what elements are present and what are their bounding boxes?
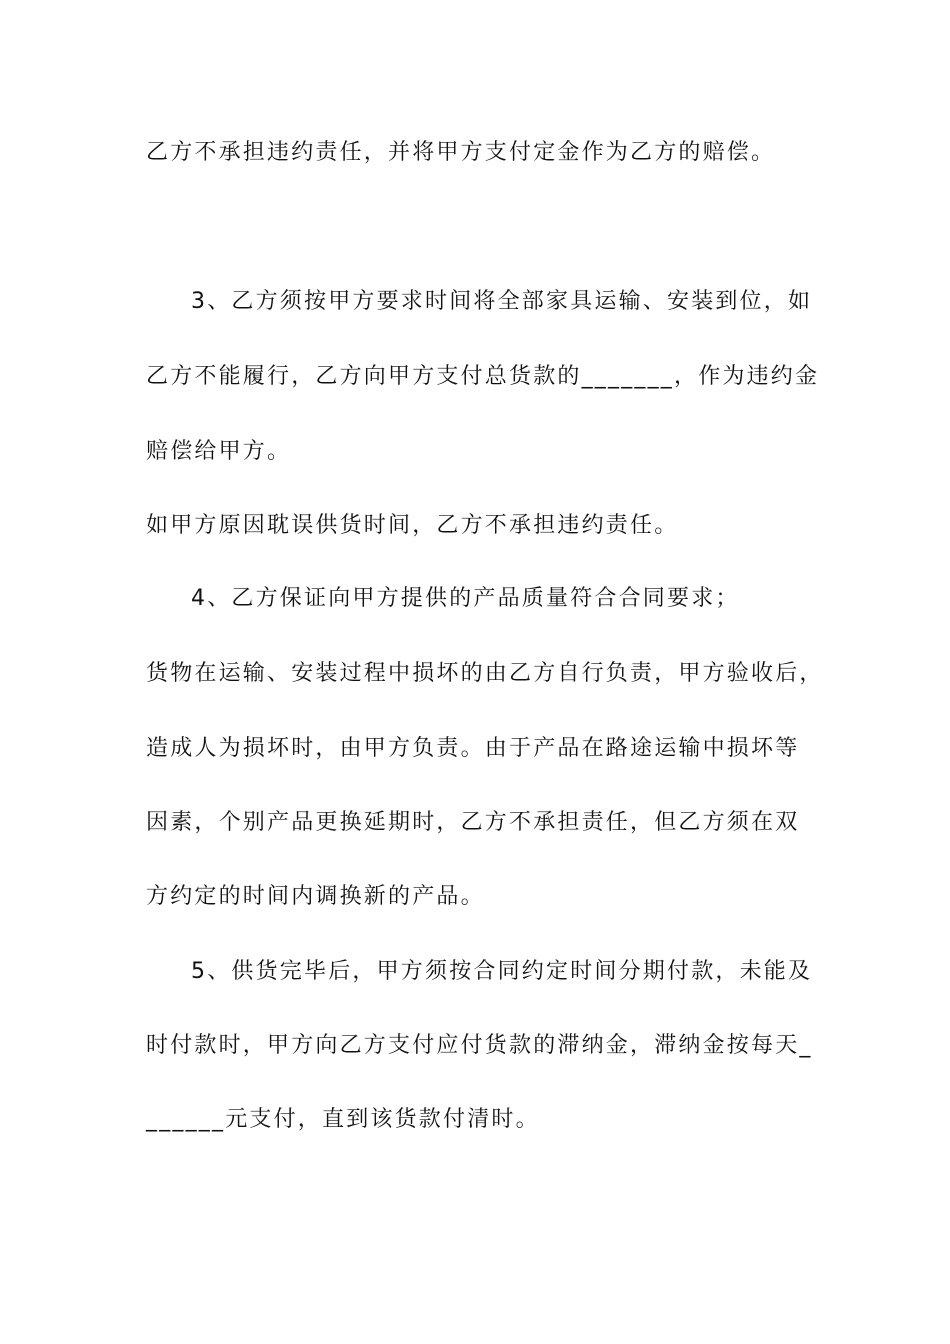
clause-3-line: 3、乙方须按甲方要求时间将全部家具运输、安装到位，如 [191, 289, 813, 314]
text-line: 赔偿给甲方。 [146, 439, 292, 464]
text-line: 时付款时，甲方向乙方支付应付货款的滞纳金，滞纳金按每天_ [146, 1033, 813, 1058]
text-line: 货物在运输、安装过程中损坏的由乙方自行负责，甲方验收后， [146, 661, 824, 686]
text-line: 造成人为损坏时，由甲方负责。由于产品在路途运输中损坏等 [146, 736, 800, 761]
text-line: 因素，个别产品更换延期时，乙方不承担责任，但乙方须在双 [146, 810, 800, 835]
clause-5-line: 5、供货完毕后，甲方须按合同约定时间分期付款，未能及 [191, 959, 813, 984]
text-line: 乙方不能履行，乙方向甲方支付总货款的_______，作为违约金 [146, 364, 820, 389]
text-line: 乙方不承担违约责任，并将甲方支付定金作为乙方的赔偿。 [146, 140, 776, 165]
text-line: ______元支付，直到该货款付清时。 [146, 1107, 540, 1132]
text-line: 方约定的时间内调换新的产品。 [146, 884, 485, 909]
text-line: 如甲方原因耽误供货时间，乙方不承担违约责任。 [146, 513, 679, 538]
clause-4-line: 4、乙方保证向甲方提供的产品质量符合合同要求； [191, 586, 740, 611]
